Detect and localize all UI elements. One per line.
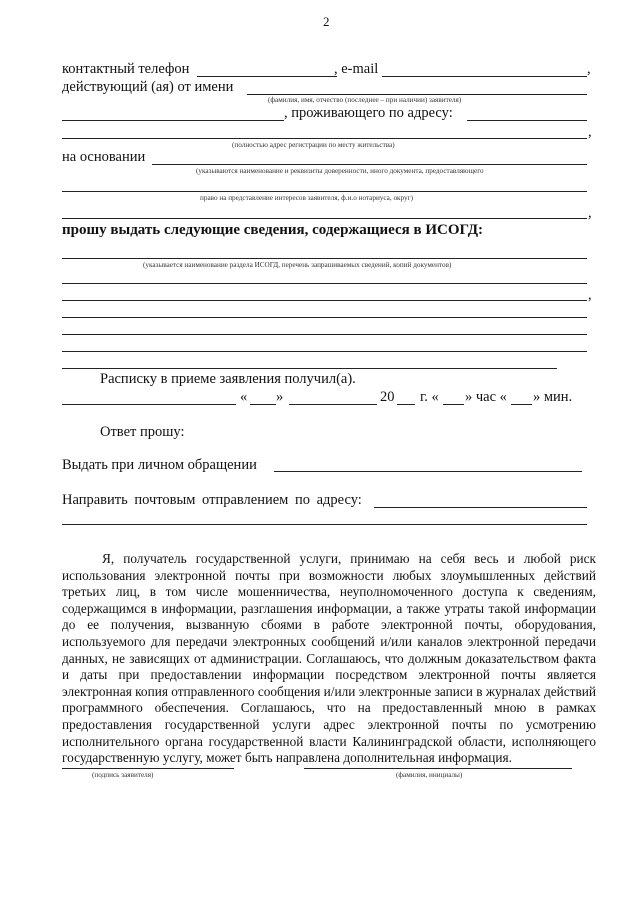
residence-prefix-field[interactable] bbox=[62, 120, 284, 121]
phone-label: контактный телефон bbox=[62, 61, 190, 77]
applicant-signature-field[interactable] bbox=[62, 768, 234, 769]
request-field-2[interactable] bbox=[62, 283, 587, 284]
receipt-year-field[interactable] bbox=[397, 404, 415, 405]
request-field-5[interactable] bbox=[62, 334, 587, 335]
applicant-name-field[interactable] bbox=[304, 768, 572, 769]
residence-hint: (полностью адрес регистрации по месту жительства) bbox=[232, 141, 395, 149]
request-heading: прошу выдать следующие сведения, содержащиеся в ИСОГД: bbox=[62, 222, 484, 238]
page-number: 2 bbox=[323, 14, 330, 29]
request-field-3[interactable] bbox=[62, 300, 587, 301]
request-hint: (указывается наименование раздела ИСОГД, перечень запрашиваемых сведений, копий документов) bbox=[143, 261, 452, 269]
basis-field-3[interactable] bbox=[62, 218, 587, 219]
acting-label: действующий (ая) от имени bbox=[62, 79, 234, 95]
phone-field[interactable] bbox=[197, 76, 337, 77]
residence-comma: , bbox=[588, 124, 592, 140]
receipt-month-field[interactable] bbox=[289, 404, 377, 405]
receipt-year-suffix: г. « bbox=[420, 389, 439, 405]
email-comma: , bbox=[587, 61, 591, 77]
receipt-year-prefix: 20 bbox=[380, 389, 395, 405]
basis-comma: , bbox=[588, 205, 592, 221]
email-field[interactable] bbox=[382, 76, 587, 77]
basis-hint-2: право на представление интересов заявителя, ф.и.о нотариуса, округ) bbox=[200, 194, 413, 202]
basis-field-2[interactable] bbox=[62, 191, 587, 192]
residence-field[interactable] bbox=[467, 120, 587, 121]
request-comma: , bbox=[588, 287, 592, 303]
receipt-quote-open: « bbox=[240, 389, 248, 405]
applicant-name-hint: (фамилия, инициалы) bbox=[396, 771, 463, 779]
answer-mail-address-field[interactable] bbox=[374, 507, 587, 508]
residence-label: , проживающего по адресу: bbox=[284, 105, 453, 121]
acting-field[interactable] bbox=[247, 94, 587, 95]
receipt-minute-field[interactable] bbox=[511, 404, 532, 405]
request-field-7[interactable] bbox=[62, 368, 557, 369]
basis-label: на основании bbox=[62, 149, 146, 165]
receipt-hour-suffix: » час « bbox=[465, 389, 507, 405]
basis-field[interactable] bbox=[152, 164, 587, 165]
receipt-minute-suffix: » мин. bbox=[533, 389, 573, 405]
receipt-hour-field[interactable] bbox=[443, 404, 464, 405]
acting-hint: (фамилия, имя, отчество (последнее – при наличии) заявителя) bbox=[268, 96, 462, 104]
basis-hint-1: (указываются наименование и реквизиты доверенности, иного документа, предоставляющего bbox=[196, 167, 484, 175]
answer-label: Ответ прошу: bbox=[100, 424, 185, 440]
receipt-signature-field[interactable] bbox=[62, 404, 236, 405]
answer-personal-field[interactable] bbox=[274, 471, 582, 472]
applicant-signature-hint: (подпись заявителя) bbox=[92, 771, 154, 779]
request-field-1[interactable] bbox=[62, 258, 587, 259]
request-field-6[interactable] bbox=[62, 351, 587, 352]
receipt-label: Расписку в приеме заявления получил(а). bbox=[100, 371, 356, 387]
email-label: , e-mail bbox=[334, 61, 379, 77]
receipt-quote-close: » bbox=[276, 389, 284, 405]
answer-option-personal: Выдать при личном обращении bbox=[62, 457, 257, 473]
consent-paragraph: Я, получатель государственной услуги, принимаю на себя весь и любой риск использования электронной почты при возможности любых злоумышленных действий третьих лиц, в том числе мошенничества, неуполномоченного доступа к сведениям, содержащимся в информации, разглашения информации, а также утраты такой информации до ее получения, вызванную сбоями в работе электронной почты, оборудования, используемого для передачи электронных сообщений и/или каналов электронной передачи данных, не зависящих от администрации. Соглашаюсь, что должным доказательством факта и даты при предоставлении информации посредством электронной почты является электронная копия отправленного сообщения и/или электронные записи в журналах действий программного обеспечения. Соглашаюсь, что на предоставленный мною в рамках предоставления государственной услуги адрес электронной почты по усмотрению исполнительного органа государственной власти Калининградской области, исполняющего государственную услугу, может быть направлена дополнительная информация. bbox=[62, 551, 596, 766]
answer-option-mail: Направить почтовым отправлением по адресу: bbox=[62, 492, 362, 508]
request-field-4[interactable] bbox=[62, 317, 587, 318]
residence-field-2[interactable] bbox=[62, 138, 587, 139]
answer-mail-address-field-2[interactable] bbox=[62, 524, 587, 525]
receipt-day-field[interactable] bbox=[250, 404, 276, 405]
